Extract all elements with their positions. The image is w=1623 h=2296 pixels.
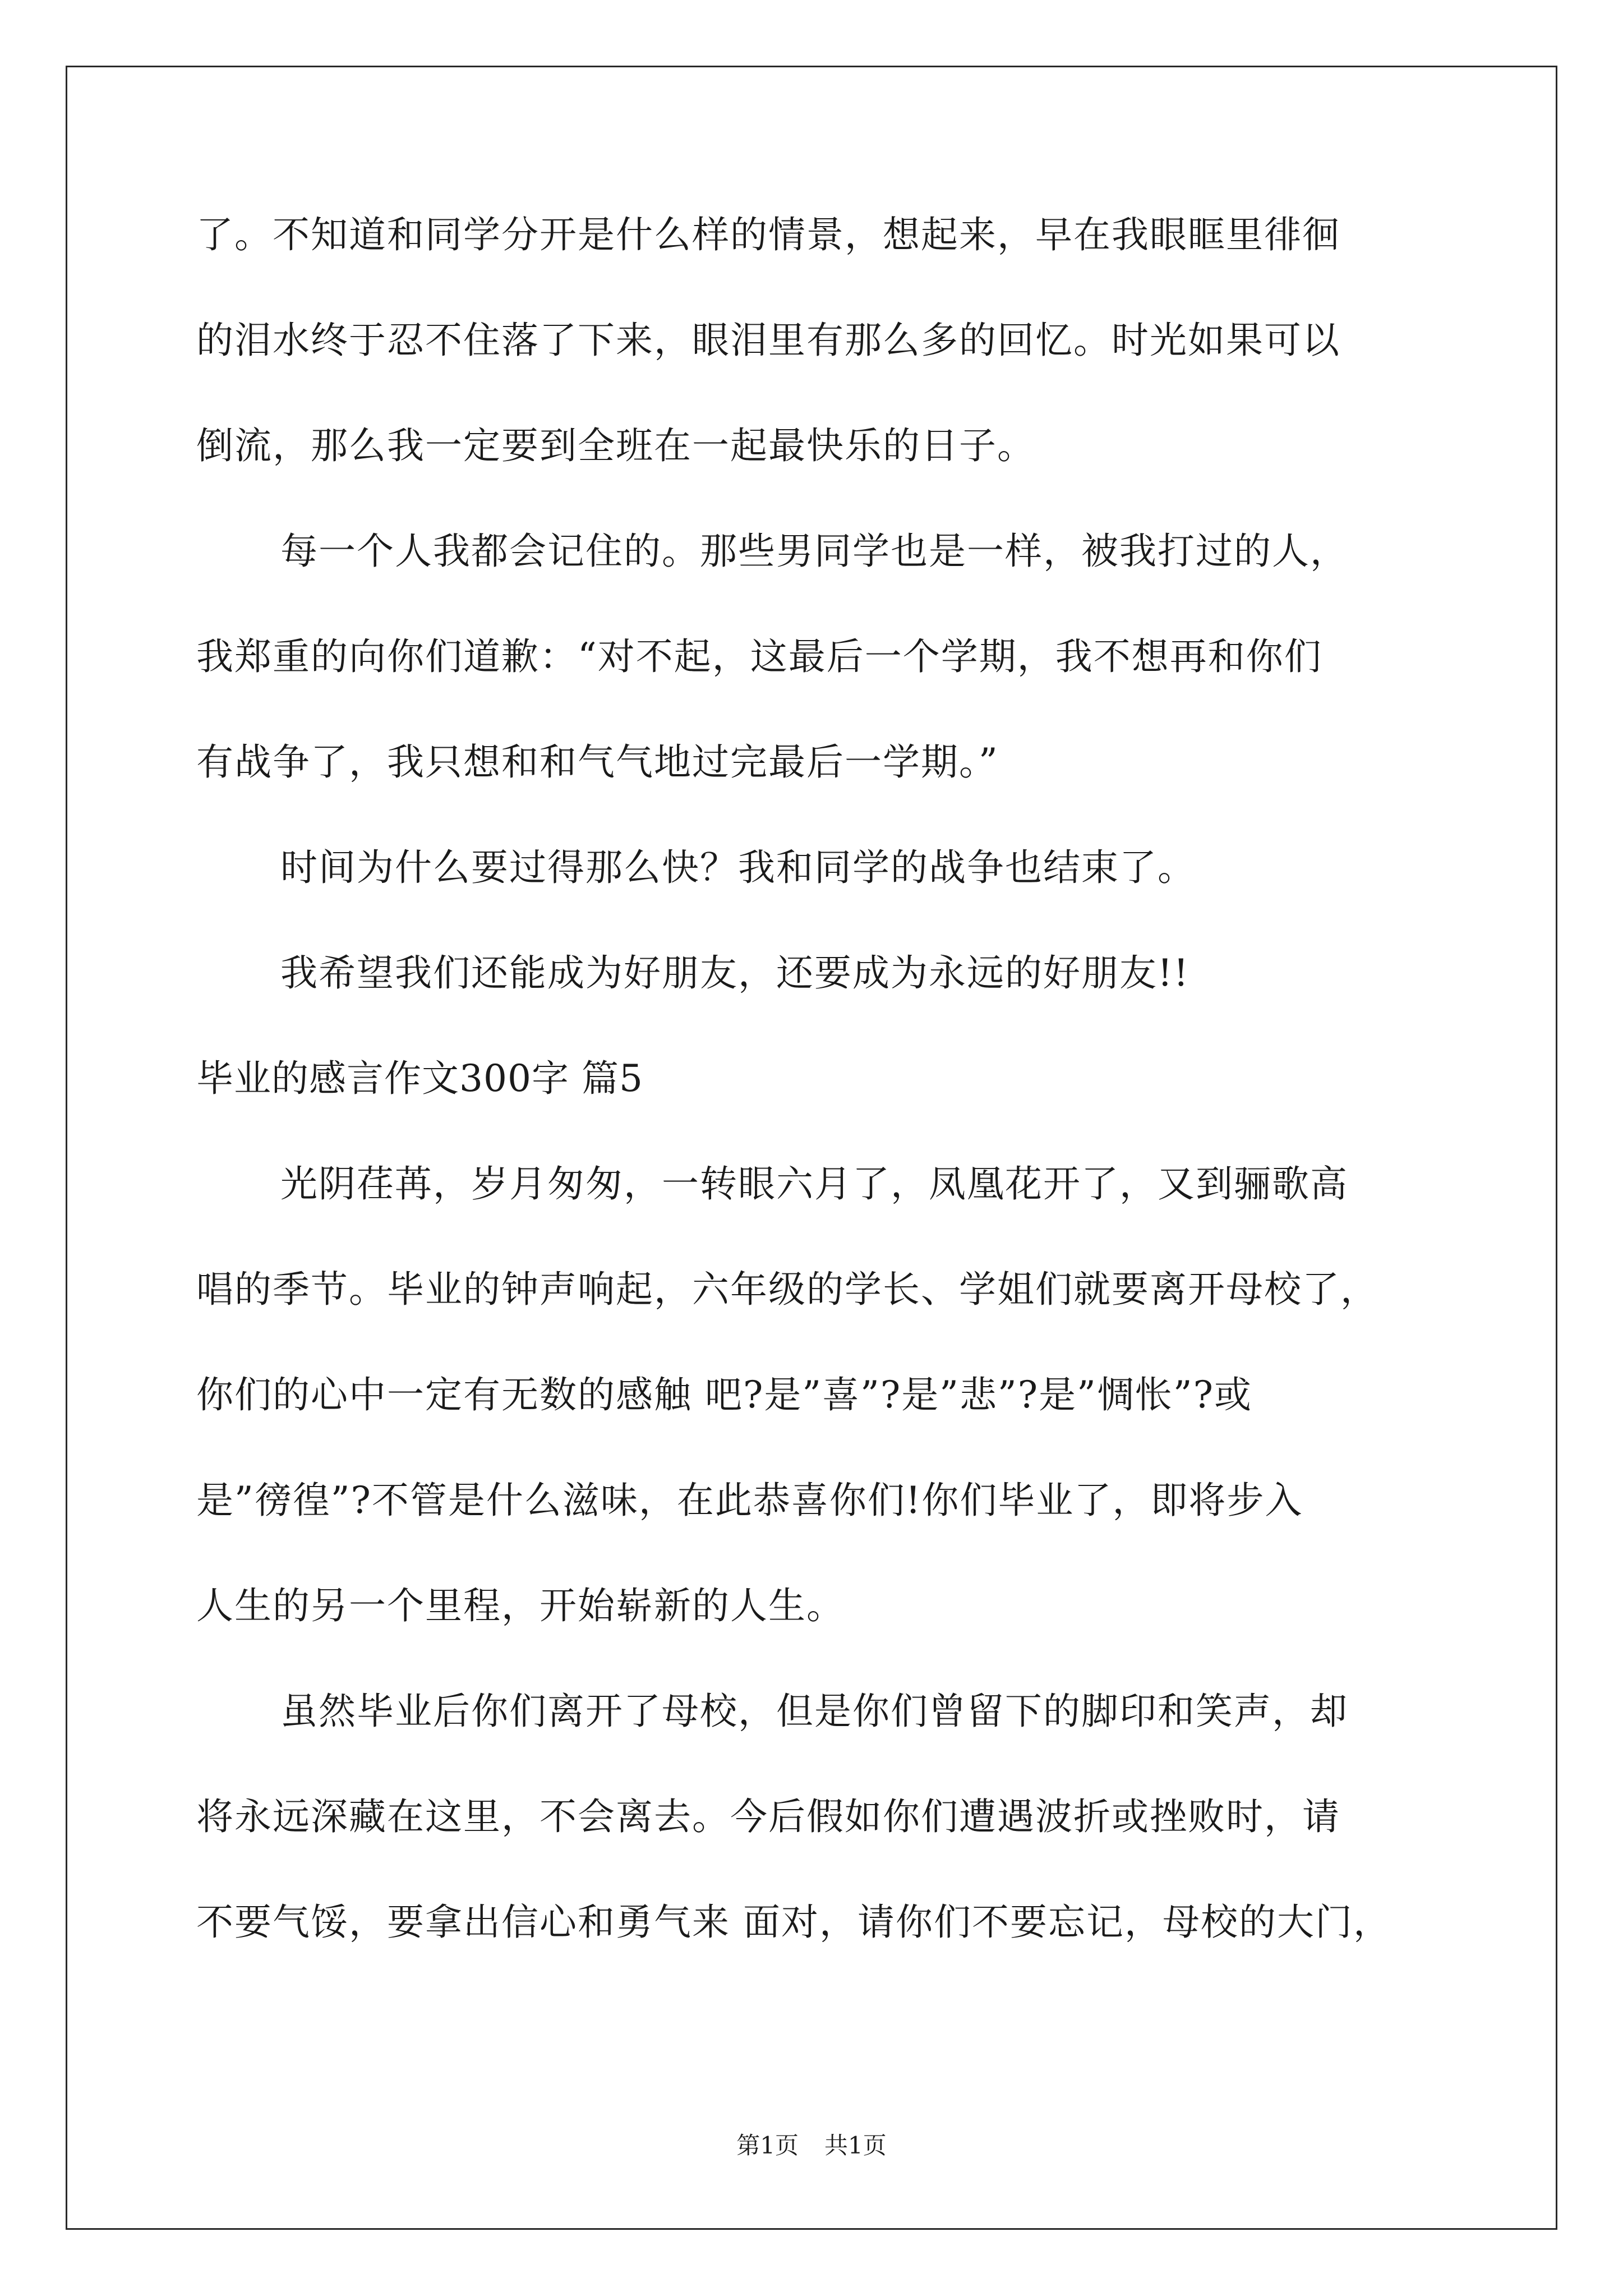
text-line: 每一个人我都会记住的。那些男同学也是一样，被我打过的人， xyxy=(280,530,1348,573)
text-line: 虽然毕业后你们离开了母校，但是你们曾留下的脚印和笑声，却 xyxy=(280,1690,1348,1733)
text-line: 的泪水终于忍不住落了下来，眼泪里有那么多的回忆。时光如果可以 xyxy=(196,319,1340,362)
paragraph xyxy=(196,530,1464,784)
page-number: 第1页 xyxy=(736,2132,799,2159)
page-footer xyxy=(0,2132,1623,2160)
text-line: 倒流，那么我一定要到全班在一起最快乐的日子。 xyxy=(196,424,1035,467)
text-line: 我希望我们还能成为好朋友，还要成为永远的好朋友!! xyxy=(280,951,1190,995)
text-line: 时间为什么要过得那么快？我和同学的战争也结束了。 xyxy=(280,846,1196,889)
paragraph xyxy=(196,1690,1464,1944)
section-heading: 毕业的感言作文300字 篇5 xyxy=(196,1057,643,1100)
text-line: 是”徬徨”?不管是什么滋味，在此恭喜你们!你们毕业了，即将步入 xyxy=(196,1479,1303,1522)
text-line: 人生的另一个里程，开始崭新的人生。 xyxy=(196,1584,845,1627)
text-line: 将永远深藏在这里，不会离去。今后假如你们遭遇波折或挫败时，请 xyxy=(196,1795,1340,1838)
text-line: 光阴荏苒，岁月匆匆，一转眼六月了，凤凰花开了，又到骊歌高 xyxy=(280,1162,1348,1205)
text-line: 我郑重的向你们道歉：“对不起，这最后一个学期，我不想再和你们 xyxy=(196,635,1322,678)
text-line: 你们的心中一定有无数的感触 吧?是”喜”?是”悲”?是”惆怅”?或 xyxy=(196,1373,1252,1416)
paragraph xyxy=(196,951,1464,995)
paragraph xyxy=(196,846,1464,889)
total-pages: 共1页 xyxy=(824,2132,887,2159)
document-body xyxy=(196,213,1464,1944)
text-line: 有战争了，我只想和和气气地过完最后一学期。” xyxy=(196,740,999,784)
text-line: 了。不知道和同学分开是什么样的情景，想起来，早在我眼眶里徘徊 xyxy=(196,213,1340,256)
text-line: 唱的季节。毕业的钟声响起，六年级的学长、学姐们就要离开母校了， xyxy=(196,1268,1378,1311)
paragraph xyxy=(196,213,1464,467)
paragraph xyxy=(196,1162,1464,1627)
text-line: 不要气馁，要拿出信心和勇气来 面对，请你们不要忘记，母校的大门， xyxy=(196,1901,1391,1944)
